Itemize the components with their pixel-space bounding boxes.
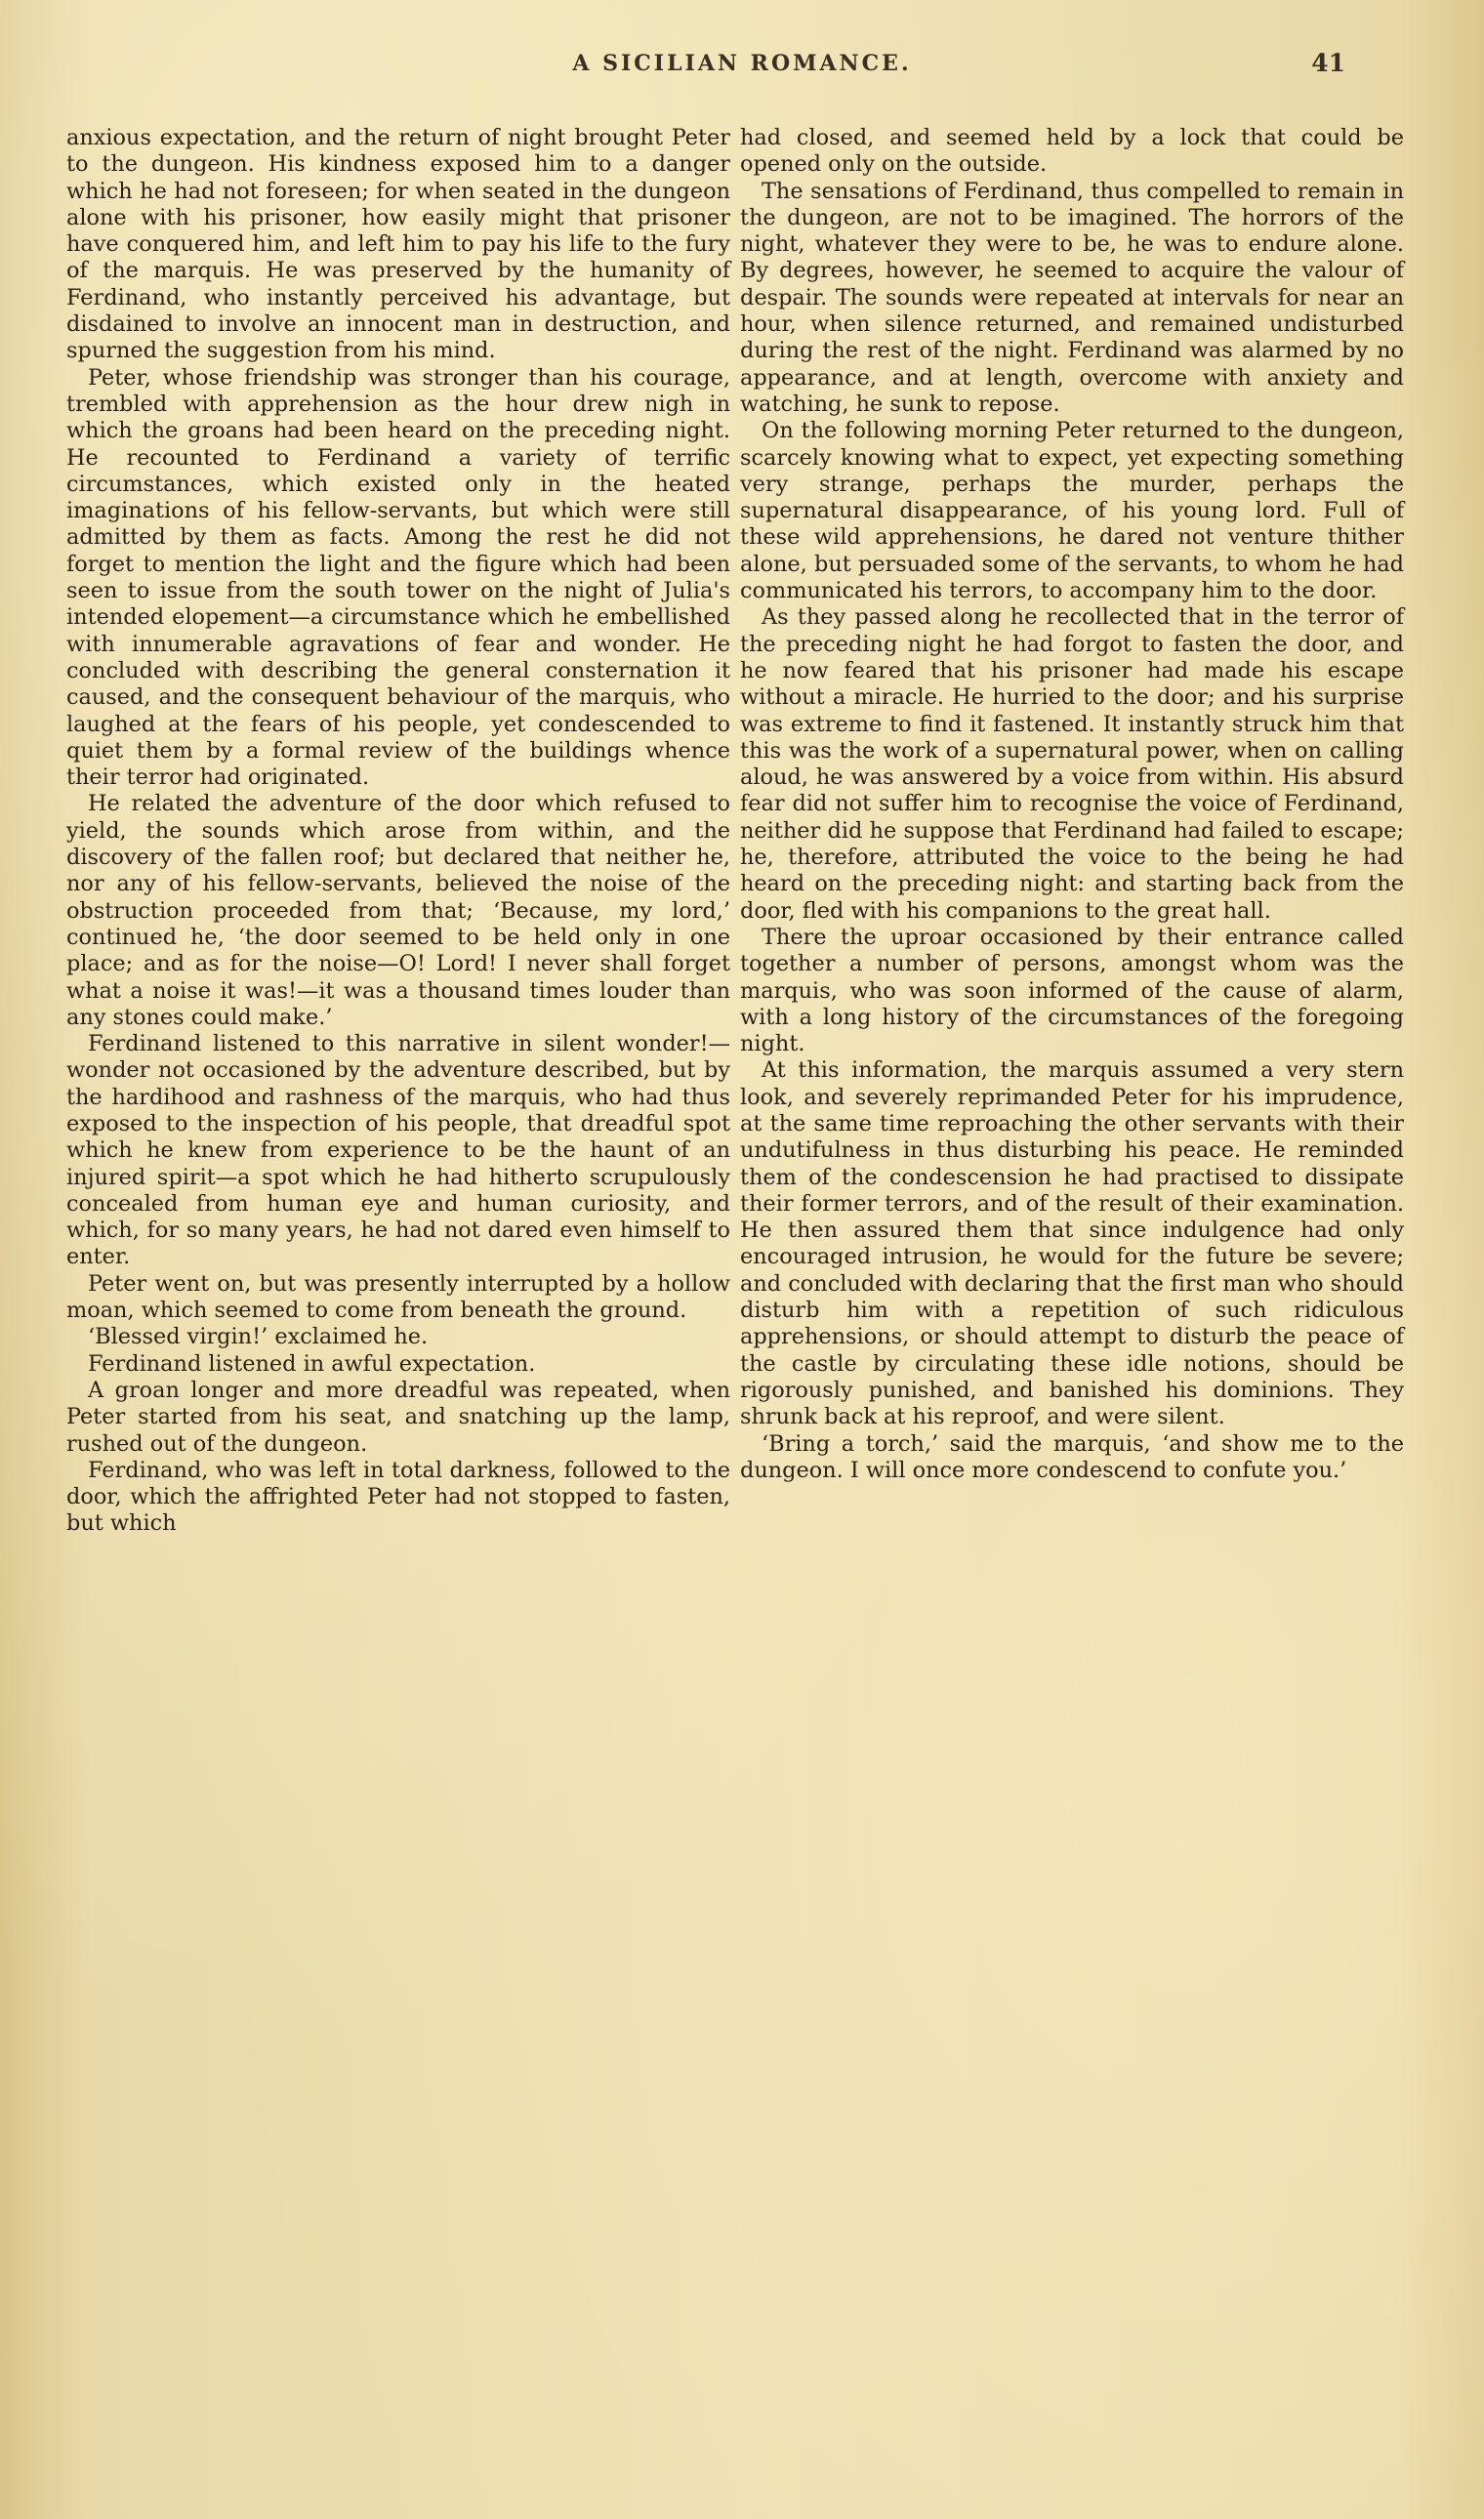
paragraph: The sensations of Ferdinand, thus compelled to remain in the dungeon, are not to be imagined. The horrors of the night, whatever they were to be, he was to endure alone. By degrees, however, he seemed to acquire the valour of despair. The sounds were repeated at intervals for near an hour, when silence returned, and remained undisturbed during the rest of the night. Ferdinand was alarmed by no appearance, and at length, overcome with anxiety and watching, he sunk to repose.: [740, 178, 1404, 417]
paragraph: anxious expectation, and the return of night brought Peter to the dungeon. His kindness exposed him to a danger which he had not foreseen; for when seated in the dungeon alone with his prisoner, how easily might that prisoner have conquered him, and left him to pay his life to the fury of the marquis. He was preserved by the humanity of Ferdinand, who instantly perceived his advantage, but disdained to involve an innocent man in destruction, and spurned the suggestion from his mind.: [66, 125, 730, 364]
paragraph: On the following morning Peter returned to the dungeon, scarcely knowing what to expect, yet expecting something very strange, perhaps the murder, perhaps the supernatural disappearance, of his young lord. Full of these wild apprehensions, he dared not venture thither alone, but persuaded some of the servants, to whom he had communicated his terrors, to accompany him to the door.: [740, 418, 1404, 604]
right-column: [740, 125, 1404, 1484]
paragraph: Peter went on, but was presently interrupted by a hollow moan, which seemed to come from beneath the ground.: [66, 1270, 730, 1324]
paragraph: Ferdinand listened to this narrative in silent wonder!—wonder not occasioned by the adventure described, but by the hardihood and rashness of the marquis, who had thus exposed to the inspection of his people, that dreadful spot which he knew from experience to be the haunt of an injured spirit—a spot which he had hitherto scrupulously concealed from human eye and human curiosity, and which, for so many years, he had not dared even himself to enter.: [66, 1031, 730, 1270]
paragraph: ‘Blessed virgin!’ exclaimed he.: [88, 1324, 429, 1350]
page-number: 41: [1311, 49, 1345, 77]
paragraph: As they passed along he recollected that in the terror of the preceding night he had forgot to fasten the door, and he now feared that his prisoner had made his escape without a miracle. He hurried to the door; and his surprise was extreme to find it fastened. It instantly struck him that this was the work of a supernatural power, when on calling aloud, he was answered by a voice from within. His absurd fear did not suffer him to recognise the voice of Ferdinand, neither did he suppose that Ferdinand had failed to escape; he, therefore, attributed the voice to the being he had heard on the preceding night: and starting back from the door, fled with his companions to the great hall.: [740, 604, 1404, 924]
paragraph: Peter, whose friendship was stronger than his courage, trembled with apprehension as the hour drew nigh in which the groans had been heard on the preceding night. He recounted to Ferdinand a variety of terrific circumstances, which existed only in the heated imaginations of his fellow-servants, but which were still admitted by them as facts. Among the rest he did not forget to mention the light and the figure which had been seen to issue from the south tower on the night of Julia's intended elopement—a circumstance which he embellished with innumerable agravations of fear and wonder. He concluded with describing the general consternation it caused, and the consequent behaviour of the marquis, who laughed at the fears of his people, yet condescended to quiet them by a formal review of the buildings whence their terror had originated.: [66, 364, 730, 791]
running-title: A SICILIAN ROMANCE.: [572, 51, 912, 76]
paragraph: At this information, the marquis assumed a very stern look, and severely reprimanded Peter for his imprudence, at the same time reproaching the other servants with their undutifulness in thus disturbing his peace. He reminded them of the condescension he had practised to dissipate their former terrors, and of the result of their examination. He then assured them that since indulgence had only encouraged intrusion, he would for the future be severe; and concluded with declaring that the first man who should disturb him with a repetition of such ridiculous apprehensions, or should attempt to disturb the peace of the castle by circulating these idle notions, should be rigorously punished, and banished his dominions. They shrunk back at his reproof, and were silent.: [740, 1057, 1404, 1430]
paragraph: had closed, and seemed held by a lock that could be opened only on the outside.: [740, 125, 1404, 178]
paragraph: A groan longer and more dreadful was repeated, when Peter started from his seat, and snatching up the lamp, rushed out of the dungeon.: [66, 1377, 730, 1457]
paragraph: There the uproar occasioned by their entrance called together a number of persons, amongst whom was the marquis, who was soon informed of the cause of alarm, with a long history of the circumstances of the foregoing night.: [740, 924, 1404, 1057]
paragraph: He related the adventure of the door which refused to yield, the sounds which arose from within, and the discovery of the fallen roof; but declared that neither he, nor any of his fellow-servants, believed the noise of the obstruction proceeded from that; ‘Because, my lord,’ continued he, ‘the door seemed to be held only in one place; and as for the noise—O! Lord! I never shall forget what a noise it was!—it was a thousand times louder than any stones could make.’: [66, 791, 730, 1030]
left-column: [66, 125, 730, 1538]
paragraph: Ferdinand listened in awful expectation.: [88, 1350, 536, 1377]
paragraph: Ferdinand, who was left in total darkness, followed to the door, which the affrighted Peter had not stopped to fasten, but which: [66, 1457, 730, 1537]
page-header: [0, 51, 1484, 90]
paragraph: ‘Bring a torch,’ said the marquis, ‘and show me to the dungeon. I will once more condescend to confute you.’: [740, 1430, 1404, 1483]
